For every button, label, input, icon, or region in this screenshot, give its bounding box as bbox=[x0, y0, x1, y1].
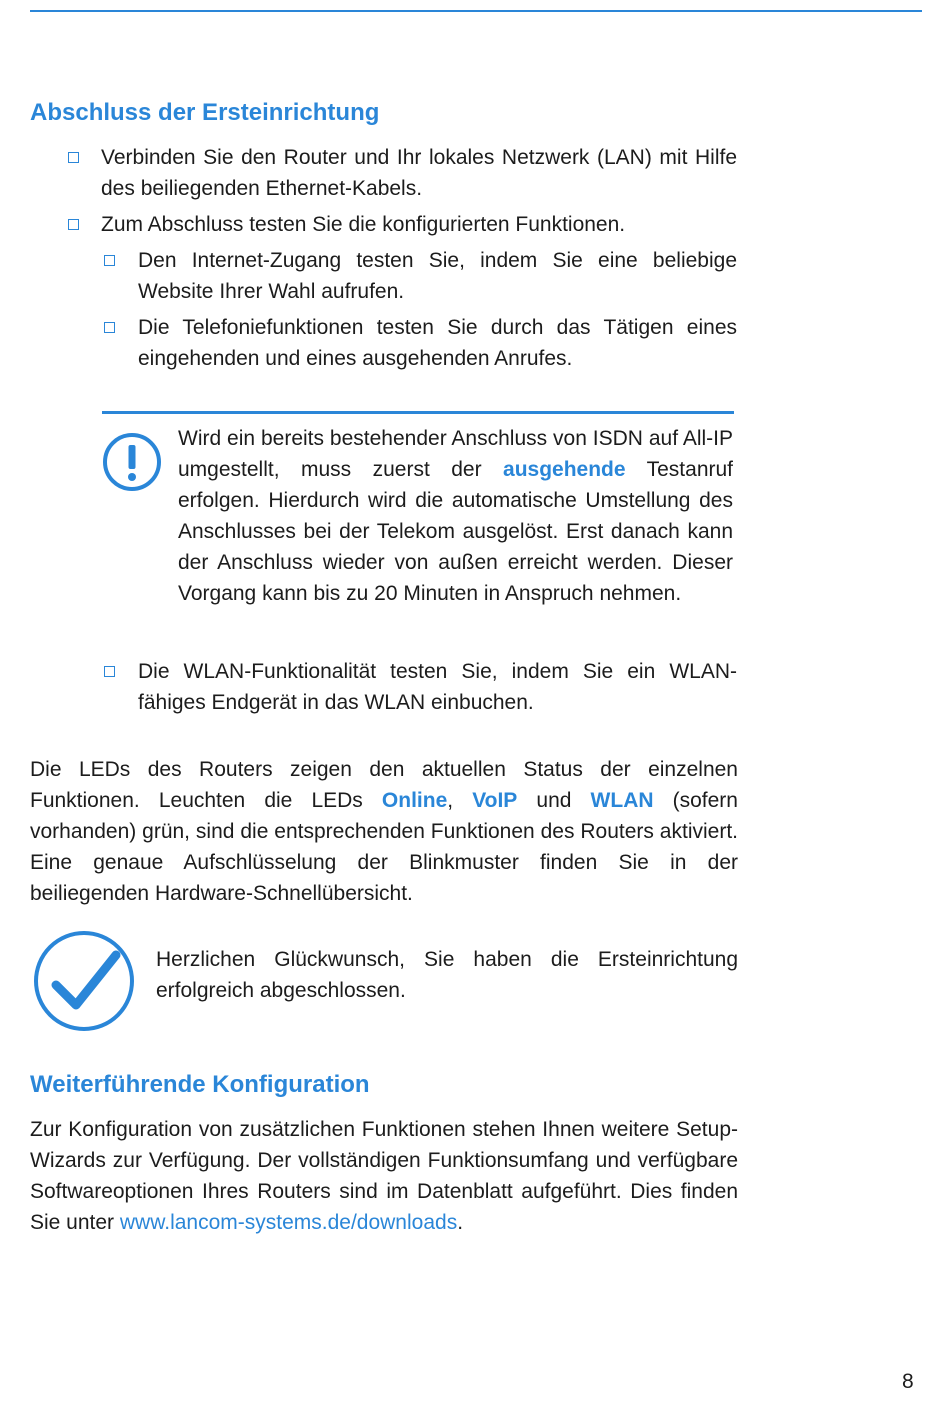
list-item bbox=[68, 209, 738, 240]
checkbox-bullet-icon bbox=[104, 322, 115, 333]
top-rule bbox=[30, 10, 922, 12]
sub-list-item bbox=[104, 312, 738, 374]
sub-list-item bbox=[104, 656, 738, 718]
led-paragraph: Die LEDs des Routers zeigen den aktuellen Status der einzelnen Funktionen. Leuchten die LEDs Online, VoIP und WLAN (sofern vorhanden) grün, sind die entsprechenden Funktionen des Routers aktiviert. Eine genaue Aufschlüsselung der Blinkmuster finden Sie in der beiliegenden Hardware-Schnellübersicht. bbox=[30, 758, 738, 905]
checkbox-bullet-icon bbox=[104, 666, 115, 677]
highlight-ausgehende: ausgehende bbox=[503, 458, 626, 481]
checkmark-icon bbox=[32, 929, 136, 1033]
sub-list-item bbox=[104, 245, 738, 307]
list-item-text: Zum Abschluss testen Sie die konfigurierten Funktionen. bbox=[101, 213, 626, 236]
note-text: Wird ein bereits bestehender Anschluss von ISDN auf All-IP umgestellt, muss zuerst der ausgehende Testanruf erfolgen. Hierdurch wird die automatische Umstellung des Anschlusses bei der Telekom ausgelöst. Erst danach kann der Anschluss wieder von außen erreicht werden. Dieser Vorgang kann bis zu 20 Minuten in Anspruch nehmen. bbox=[178, 427, 733, 605]
checkbox-bullet-icon bbox=[68, 219, 79, 230]
section-heading-konfiguration: Weiterführende Konfiguration bbox=[30, 1071, 370, 1098]
success-message: Herzlichen Glückwunsch, Sie haben die Ersteinrichtung erfolgreich abgeschlossen. bbox=[156, 948, 738, 1002]
list-item bbox=[68, 142, 738, 204]
exclamation-icon bbox=[102, 432, 162, 492]
section-heading-ersteinrichtung: Abschluss der Ersteinrichtung bbox=[30, 99, 380, 126]
led-voip: VoIP bbox=[472, 789, 518, 812]
sub-list-item-text: Den Internet-Zugang testen Sie, indem Sie eine beliebige Website Ihrer Wahl aufrufen. bbox=[138, 249, 737, 303]
sub-list-item-text: Die WLAN-Funktionalität testen Sie, indem Sie ein WLAN-fähiges Endgerät in das WLAN einbuchen. bbox=[138, 660, 737, 714]
led-wlan: WLAN bbox=[590, 789, 654, 812]
checkbox-bullet-icon bbox=[68, 152, 79, 163]
konfiguration-paragraph: Zur Konfiguration von zusätzlichen Funktionen stehen Ihnen weitere Setup-Wizards zur Verfügung. Der vollständigen Funktionsumfang und verfügbare Softwareoptionen Ihres Routers sind im Datenblatt aufgeführt. Dies finden Sie unter www.lancom-systems.de/downloads. bbox=[30, 1118, 738, 1234]
note-divider bbox=[102, 411, 734, 414]
list-item-text: Verbinden Sie den Router und Ihr lokales Netzwerk (LAN) mit Hilfe des beiliegenden Ethernet-Kabels. bbox=[101, 146, 737, 200]
checkbox-bullet-icon bbox=[104, 255, 115, 266]
sub-list-item-text: Die Telefoniefunktionen testen Sie durch das Tätigen eines eingehenden und eines ausgehenden Anrufes. bbox=[138, 316, 737, 370]
page-number: 8 bbox=[902, 1370, 914, 1393]
downloads-link[interactable]: www.lancom-systems.de/downloads bbox=[119, 1211, 458, 1234]
led-online: Online bbox=[381, 789, 448, 812]
